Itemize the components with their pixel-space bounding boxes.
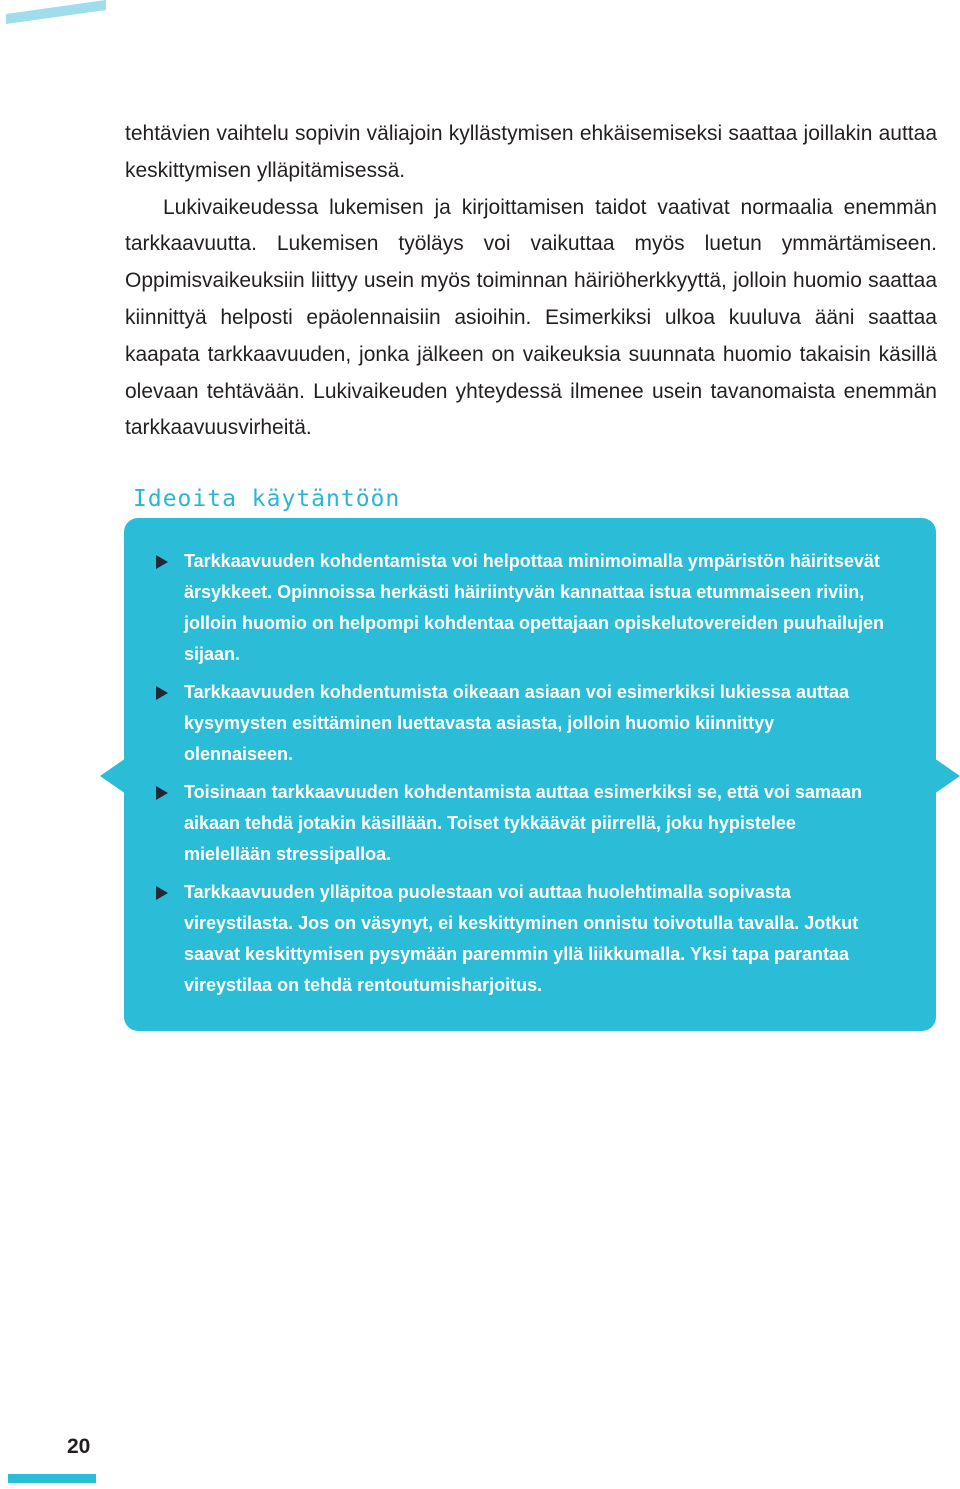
body-paragraph: tehtävien vaihtelu sopivin väliajoin kyllästymisen ehkäisemiseksi saattaa joillakin auttaa keskittymisen ylläpitämisessä. <box>125 122 937 182</box>
body-text <box>125 116 937 447</box>
corner-decoration-stripe <box>6 0 106 24</box>
body-paragraph: Lukivaikeudessa lukemisen ja kirjoittamisen taidot vaativat normaalia enemmän tarkkaavuutta. Lukemisen työläys voi vaikuttaa myös luetun ymmärtämiseen. Oppimisvaikeuksiin liittyy usein myös toiminnan häiriöherkkyyttä, jolloin huomio saattaa kiinnittyä helposti epäolennaisiin asioihin. Esimerkiksi ulkoa kuuluva ääni saattaa kaapata tarkkaavuuden, jonka jälkeen on vaikeuksia suunnata huomio takaisin käsillä olevaan tehtävään. Lukivaikeuden yhteydessä ilmenee usein tavanomaista enemmän tarkkaavuusvirheitä. <box>125 195 937 440</box>
triangle-bullet-icon <box>156 555 168 569</box>
triangle-bullet-icon <box>156 886 168 900</box>
box-notch-right <box>934 758 960 794</box>
tip-item <box>156 777 886 870</box>
tip-text: Tarkkaavuuden kohdentamista voi helpottaa minimoimalla ympäristön häiritsevät ärsykkeet. Opinnoissa herkästi häiriintyvän kannattaa istua etummaiseen riviin, jolloin huomio on helpompi kohdentaa opettajaan opiskelutovereiden puuhailujen sijaan. <box>184 551 885 664</box>
tip-item <box>156 677 886 770</box>
page-number-bar <box>8 1474 96 1483</box>
tip-item <box>156 546 886 670</box>
tip-text: Tarkkaavuuden ylläpitoa puolestaan voi auttaa huolehtimalla sopivasta vireystilasta. Jos on väsynyt, ei keskittyminen onnistu toivotulla tavalla. Jotkut saavat keskittymisen pysymään paremmin yllä liikkumalla. Yksi tapa parantaa vireystilaa on tehdä rentoutumisharjoitus. <box>184 882 859 995</box>
tip-text: Toisinaan tarkkaavuuden kohdentamista auttaa esimerkiksi se, että voi samaan aikaan tehdä jotakin käsillään. Toiset tykkäävät piirrellä, joku hypistelee mielellään stressipalloa. <box>184 782 862 864</box>
tip-item <box>156 877 886 1001</box>
triangle-bullet-icon <box>156 786 168 800</box>
tips-list <box>156 546 886 1008</box>
box-notch-left <box>100 758 126 794</box>
tip-text: Tarkkaavuuden kohdentumista oikeaan asiaan voi esimerkiksi lukiessa auttaa kysymysten esittäminen luettavasta asiasta, jolloin huomio kiinnittyy olennaiseen. <box>184 682 849 764</box>
triangle-bullet-icon <box>156 686 168 700</box>
section-heading: Ideoita käytäntöön <box>133 486 401 512</box>
page-number: 20 <box>67 1435 91 1458</box>
